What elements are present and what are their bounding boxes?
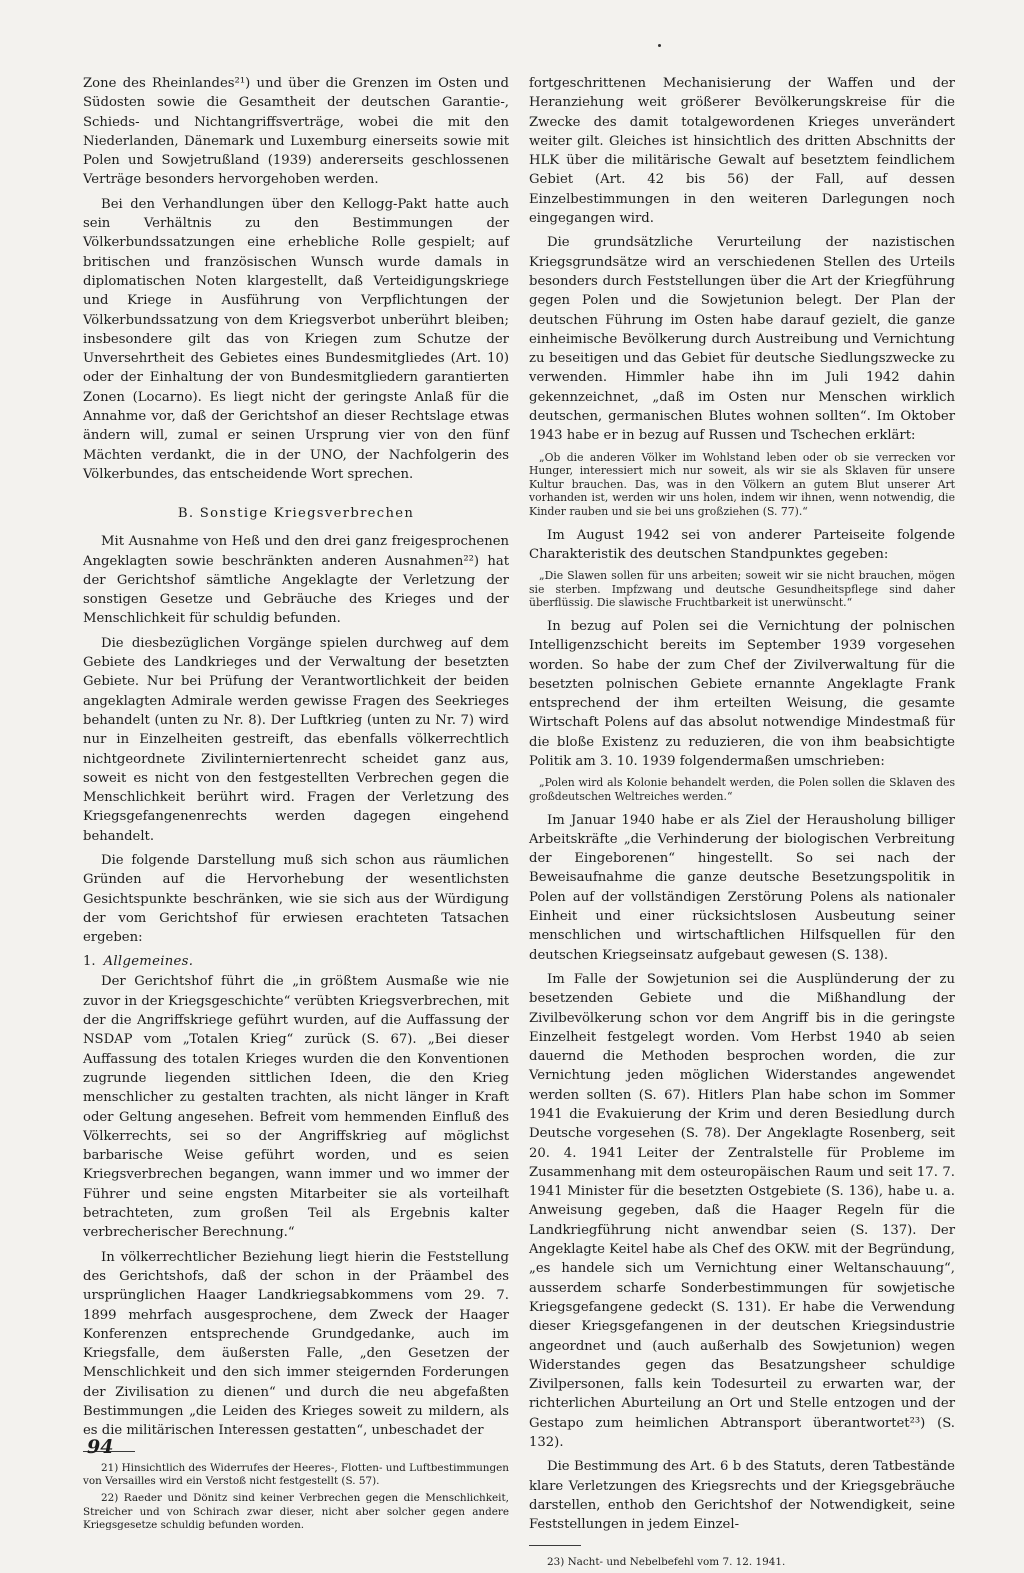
- subheading-number: 1.: [83, 954, 96, 970]
- footnote-23: 23) Nacht- und Nebelbefehl vom 7. 12. 1941.: [547, 1555, 786, 1568]
- page-number: 94: [87, 1436, 114, 1458]
- right-paragraph-4: In bezug auf Polen sei die Vernichtung der polnischen Intelligenzschicht bereits im September 1939 vorgesehen worden. So habe der zum Chef der Zivilverwaltung für die besetzten polnischen Gebiete ernannte Angeklagte Frank entsprechend der ihm erteilten Weisung, die gesamte Wirtschaft Polens auf das absolut notwendige Mindestmaß für die bloße Existenz zu reduzieren, die von ihm beabsichtigte Politik am 3. 10. 1939 folgendermaßen umschrieben:: [529, 618, 955, 770]
- quote-polen: „Polen wird als Kolonie behandelt werden, die Polen sollen die Sklaven des großdeutschen Weltreiches werden.“: [529, 776, 955, 803]
- right-paragraph-2: Die grundsätzliche Verurteilung der nazistischen Kriegsgrundsätze wird an verschiedenen Stellen des Urteils besonders durch Feststellungen über die Art der Kriegführung gegen Polen und die Sowjetunion belegt. Der Plan der deutschen Führung im Osten habe darauf gezielt, die ganze einheimische Bevölkerung durch Austreibung und Vernichtung zu beseitigen und das Gebiet für deutsche Siedlungszwecke zu verwenden. Himmler habe ihn im Juli 1942 dahin gekennzeichnet, „daß im Osten nur Menschen wirklich deutschen, germanischen Blutes wohnen sollten“. Im Oktober 1943 habe er in bezug auf Russen und Tschechen erklärt:: [529, 235, 955, 444]
- left-paragraph-5: Die folgende Darstellung muß sich schon aus räumlichen Gründen auf die Hervorhebung der wesentlichsten Gesichtspunkte beschränken, wie sie sich aus der Würdigung der vom Gerichtshof für erwiesen erachteten Tatsachen ergeben:: [83, 852, 509, 946]
- left-paragraph-2: Bei den Verhandlungen über den Kellogg-Pakt hatte auch sein Verhältnis zu den Bestimmungen der Völkerbundssatzungen eine erhebliche Rolle gespielt; auf britischen und französischen Wunsch wurde damals in diplomatischen Noten klargestellt, daß Verteidigungskriege und Kriege in Ausführung von Verpflichtungen der Völkerbundssatzung von dem Kriegsverbot unberührt bleiben; insbesondere gilt das von Kriegen zum Schutze der Unversehrtheit des Gebietes eines Bundesmitgliedes (Art. 10) oder der Einhaltung der von Bundesmitgliedern garantierten Zonen (Locarno). Es liegt nicht der geringste Anlaß für die Annahme vor, daß der Gerichtshof an dieser Rechtslage etwas ändern will, zumal er seinen Ursprung vier von den fünf Mächten verdankt, die in der UNO, der Nachfolgerin des Völkerbundes, das entscheidende Wort sprechen.: [83, 196, 509, 482]
- right-paragraph-5: Im Januar 1940 habe er als Ziel der Herausholung billiger Arbeitskräfte „die Verhinderung der biologischen Verbreitung der Eingeborenen“ hingestellt. So sei nach der Beweisaufnahme die ganze deutsche Besetzungspolitik in Polen auf der vollständigen Zerstörung Polens als nationaler Einheit und einer rücksichtslosen Ausbeutung seiner menschlichen und wirtschaftlichen Hilfsquellen für den deutschen Kriegseinsatz aufgebaut gewesen (S. 138).: [529, 812, 955, 963]
- left-paragraph-3: Mit Ausnahme von Heß und den drei ganz freigesprochenen Angeklagten sowie beschränkten anderen Ausnahmen²²) hat der Gerichtshof sämtliche Angeklagte der Verletzung der sonstigen Gesetze und Gebräuche des Krieges und der Menschlichkeit für schuldig befunden.: [83, 534, 509, 627]
- subheading-title: Allgemeines.: [103, 954, 194, 970]
- subheading: [83, 952, 509, 971]
- left-paragraph-4: Die diesbezüglichen Vorgänge spielen durchweg auf dem Gebiete des Landkrieges und der Verwaltung der besetzten Gebiete. Nur bei Prüfung der Verantwortlichkeit der beiden angeklagten Admirale werden gewisse Fragen des Seekrieges behandelt (unten zu Nr. 8). Der Luftkrieg (unten zu Nr. 7) wird nur in Einzelheiten gestreift, das ebenfalls völkerrechtlich nichtgeordnete Zivilinterniertenrecht scheidet ganz aus, soweit es nicht von den festgestellten Verbrechen gegen die Menschlichkeit berührt wird. Fragen der Verletzung des Kriegsgefangenenrechts werden dagegen eingehend behandelt.: [83, 635, 509, 844]
- quote-slawen: „Die Slawen sollen für uns arbeiten; soweit wir sie nicht brauchen, mögen sie sterben. Impfzwang und deutsche Gesundheitspflege sind daher überflüssig. Die slawische Fruchtbarkeit ist unerwünscht.“: [529, 569, 955, 610]
- section-heading: B. Sonstige Kriegsverbrechen: [177, 506, 415, 522]
- right-paragraph-7: Die Bestimmung des Art. 6 b des Statuts, deren Tatbestände klare Verletzungen des Kriegsrechts und der Kriegsgebräuche darstellen, enthob den Gerichtshof der Notwendigkeit, seine Feststellungen in jedem Einzel-: [529, 1459, 955, 1533]
- footnote-divider: [529, 1545, 581, 1546]
- footnote-22: 22) Raeder und Dönitz sind keiner Verbrechen gegen die Menschlichkeit, Streicher und von Schirach zwar dieser, nicht aber solcher gegen andere Kriegsgesetze schuldig befunden worden.: [83, 1492, 509, 1532]
- left-paragraph-1: Zone des Rheinlandes²¹) und über die Grenzen im Osten und Südosten sowie die Gesamtheit der deutschen Garantie-, Schieds- und Nichtangriffsverträge, wobei die mit den Niederlanden, Dänemark und Luxemburg einerseits sowie mit Polen und Sowjetrußland (1939) andererseits geschlossenen Verträge besonders hervorgehoben werden.: [83, 76, 509, 188]
- print-speck: [658, 44, 661, 47]
- right-paragraph-6: Im Falle der Sowjetunion sei die Ausplünderung der zu besetzenden Gebiete und die Mißhandlung der Zivilbevölkerung schon vor dem Angriff bis in die geringste Einzelheit festgelegt worden. Vom Herbst 1940 ab seien dauernd die Methoden besprochen worden, die zur Vernichtung jeden möglichen Widerstandes angewendet werden sollten (S. 67). Hitlers Plan habe schon im Sommer 1941 die Evakuierung der Krim und deren Besiedlung durch Deutsche vorgesehen (S. 78). Der Angeklagte Rosenberg, seit 20. 4. 1941 Leiter der Zentralstelle für Probleme im Zusammenhang mit dem osteuropäischen Raum und seit 17. 7. 1941 Minister für die besetzten Ostgebiete (S. 136), habe u. a. Anweisung gegeben, daß die Haager Regeln für die Landkriegführung nicht anwendbar seien (S. 137). Der Angeklagte Keitel habe als Chef des OKW. mit der Begründung, „es handele sich um Vernichtung einer Weltanschauung“, ausserdem scharfe Sonderbestimmungen für sowjetische Kriegsgefangene gedeckt (S. 131). Er habe die Verwendung dieser Kriegsgefangenen in der deutschen Kriegsindustrie angeordnet und (auch außerhalb des Sowjetunion) wegen Widerstandes gegen das Besatzungsheer schuldige Zivilpersonen, falls kein Todesurteil zu erwarten war, der richterlichen Aburteilung an Ort und Stelle entzogen und der Gestapo zum heimlichen Abtransport überantwortet²³) (S. 132).: [529, 971, 955, 1451]
- right-paragraph-3: Im August 1942 sei von anderer Parteiseite folgende Charakteristik des deutschen Standpunktes gegeben:: [529, 527, 955, 562]
- left-column: [83, 74, 509, 1537]
- right-column: [529, 74, 955, 1573]
- right-paragraph-1: fortgeschrittenen Mechanisierung der Waffen und der Heranziehung weit größerer Bevölkerungskreise für die Zwecke des damit totalgewordenen Krieges unverändert weiter gilt. Gleiches ist hinsichtlich des dritten Abschnitts der HLK über die militärische Gewalt auf besetztem feindlichem Gebiet (Art. 42 bis 56) der Fall, auf dessen Einzelbestimmungen in den weiteren Darlegungen noch eingegangen wird.: [529, 76, 955, 227]
- footnote-21: 21) Hinsichtlich des Widerrufes der Heeres-, Flotten- und Luftbestimmungen von Versailles wird ein Verstoß nicht festgestellt (S. 57).: [83, 1461, 509, 1487]
- left-paragraph-7: In völkerrechtlicher Beziehung liegt hierin die Feststellung des Gerichtshofs, daß der schon in der Präambel des ursprünglichen Haager Landkriegsabkommens vom 29. 7. 1899 mehrfach ausgesprochene, dem Zweck der Haager Konferenzen entsprechende Grundgedanke, auch im Kriegsfalle, dem äußersten Falle, „den Gesetzen der Menschlichkeit und den sich immer steigernden Forderungen der Zivilisation zu dienen“ und durch die neu abgefaßten Bestimmungen „die Leiden des Krieges soweit zu mildern, als es die militärischen Interessen gestatten“, unbeschadet der: [83, 1249, 509, 1439]
- quote-himmler: „Ob die anderen Völker im Wohlstand leben oder ob sie verrecken vor Hunger, interessiert mich nur soweit, als wir sie als Sklaven für unsere Kultur brauchen. Das, was in den Völkern an gutem Blut unserer Art vorhanden ist, werden wir uns holen, indem wir ihnen, wenn notwendig, die Kinder rauben und sie bei uns großziehen (S. 77).“: [529, 450, 955, 519]
- left-paragraph-6: Der Gerichtshof führt die „in größtem Ausmaße wie nie zuvor in der Kriegsgeschichte“ verübten Kriegsverbrechen, mit der die Angriffskriege geführt wurden, auf die Auffassung der NSDAP vom „Totalen Krieg“ zurück (S. 67). „Bei dieser Auffassung des totalen Krieges wurden die den Konventionen zugrunde liegenden sittlichen Ideen, die den Krieg menschlicher zu gestalten trachten, als nicht länger in Kraft oder Geltung angesehen. Befreit vom hemmenden Einfluß des Völkerrechts, sei so der Angriffskrieg auf möglichst barbarische Weise geführt worden, und es seien Kriegsverbrechen begangen, wann immer und wo immer der Führer und seine engsten Mitarbeiter sie als vorteilhaft betrachteten, zum großen Teil als Ergebnis kalter verbrecherischer Berechnung.“: [83, 974, 509, 1241]
